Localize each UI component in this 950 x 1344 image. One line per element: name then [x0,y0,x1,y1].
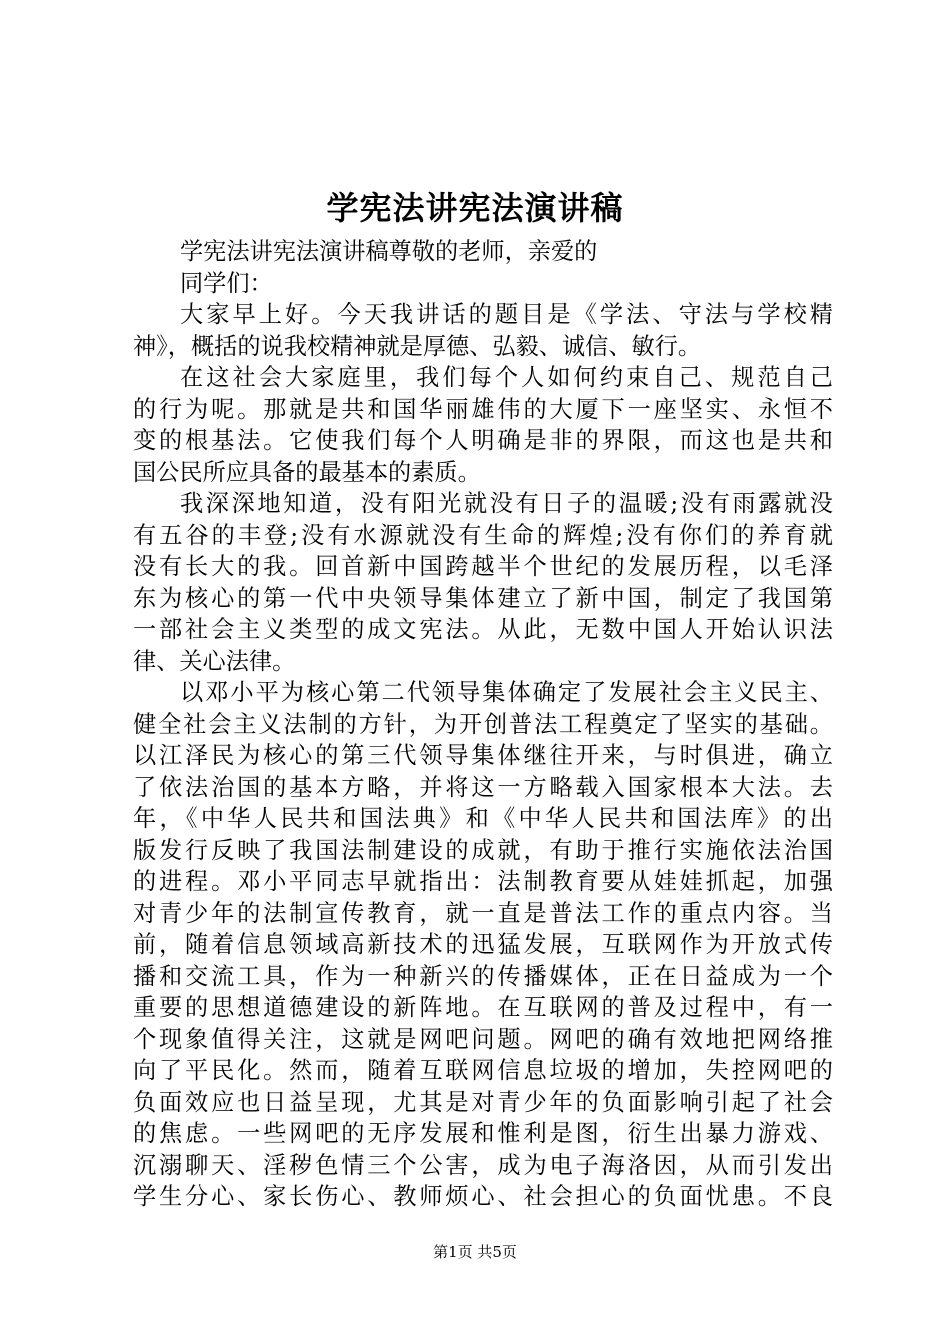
body-line: 健全社会主义法制的方针，为开创普法工程奠定了坚实的基础。 [133,710,833,738]
document-body [133,236,833,1213]
page-number-footer: 第1页 共5页 [433,1243,517,1261]
body-line: 以邓小平为核心第二代领导集体确定了发展社会主义民主、 [180,679,833,706]
body-line: 有五谷的丰登;没有水源就没有生命的辉煌;没有你们的养育就 [133,521,833,549]
body-line: 版发行反映了我国法制建设的成就，有助于推行实施依法治国 [133,836,833,864]
body-line: 同学们： [180,269,273,297]
body-line: 我深深地知道，没有阳光就没有日子的温暖;没有雨露就没 [180,490,833,517]
body-line: 前，随着信息领域高新技术的迅猛发展，互联网作为开放式传 [133,931,833,958]
body-line: 年，《中华人民共和国法典》和《中华人民共和国法库》的出 [133,805,833,832]
body-line: 向了平民化。然而，随着互联网信息垃圾的增加，失控网吧的 [133,1057,833,1084]
body-line: 的行为呢。那就是共和国华丽雄伟的大厦下一座坚实、永恒不 [133,395,833,423]
body-line: 学宪法讲宪法演讲稿尊敬的老师，亲爱的 [180,238,598,265]
body-line: 变的根基法。它使我们每个人明确是非的界限，而这也是共和 [133,427,833,454]
body-line: 重要的思想道德建设的新阵地。在互联网的普及过程中，有一 [133,994,833,1021]
body-line: 个现象值得关注，这就是网吧问题。网吧的确有效地把网络推 [133,1025,833,1053]
body-line: 国公民所应具备的最基本的素质。 [133,458,481,486]
body-line: 东为核心的第一代中央领导集体建立了新中国，制定了我国第 [133,584,833,612]
body-line: 大家早上好。今天我讲话的题目是《学法、守法与学校精 [180,301,833,328]
body-line: 以江泽民为核心的第三代领导集体继往开来，与时俱进，确立 [133,742,833,769]
body-line: 的焦虑。一些网吧的无序发展和惟利是图，衍生出暴力游戏、 [133,1120,833,1147]
body-line: 的进程。邓小平同志早就指出：法制教育要从娃娃抓起，加强 [133,868,833,895]
body-line: 沉溺聊天、淫秽色情三个公害，成为电子海洛因，从而引发出 [133,1151,833,1179]
body-line: 了依法治国的基本方略，并将这一方略载入国家根本大法。去 [133,773,833,801]
body-line: 神》，概括的说我校精神就是厚德、弘毅、诚信、敏行。 [133,332,702,360]
body-line: 播和交流工具，作为一种新兴的传播媒体，正在日益成为一个 [133,962,833,990]
body-line: 没有长大的我。回首新中国跨越半个世纪的发展历程，以毛泽 [133,553,833,580]
document-title: 学宪法讲宪法演讲稿 [326,189,624,227]
body-line: 对青少年的法制宣传教育，就一直是普法工作的重点内容。当 [133,899,833,927]
body-line: 负面效应也日益呈现，尤其是对青少年的负面影响引起了社会 [133,1088,833,1116]
body-line: 一部社会主义类型的成文宪法。从此，无数中国人开始认识法 [133,616,833,643]
body-line: 学生分心、家长伤心、教师烦心、社会担心的负面忧患。不良 [133,1183,833,1210]
body-line: 律、关心法律。 [133,647,296,675]
body-line: 在这社会大家庭里，我们每个人如何约束自己、规范自己 [180,364,833,391]
